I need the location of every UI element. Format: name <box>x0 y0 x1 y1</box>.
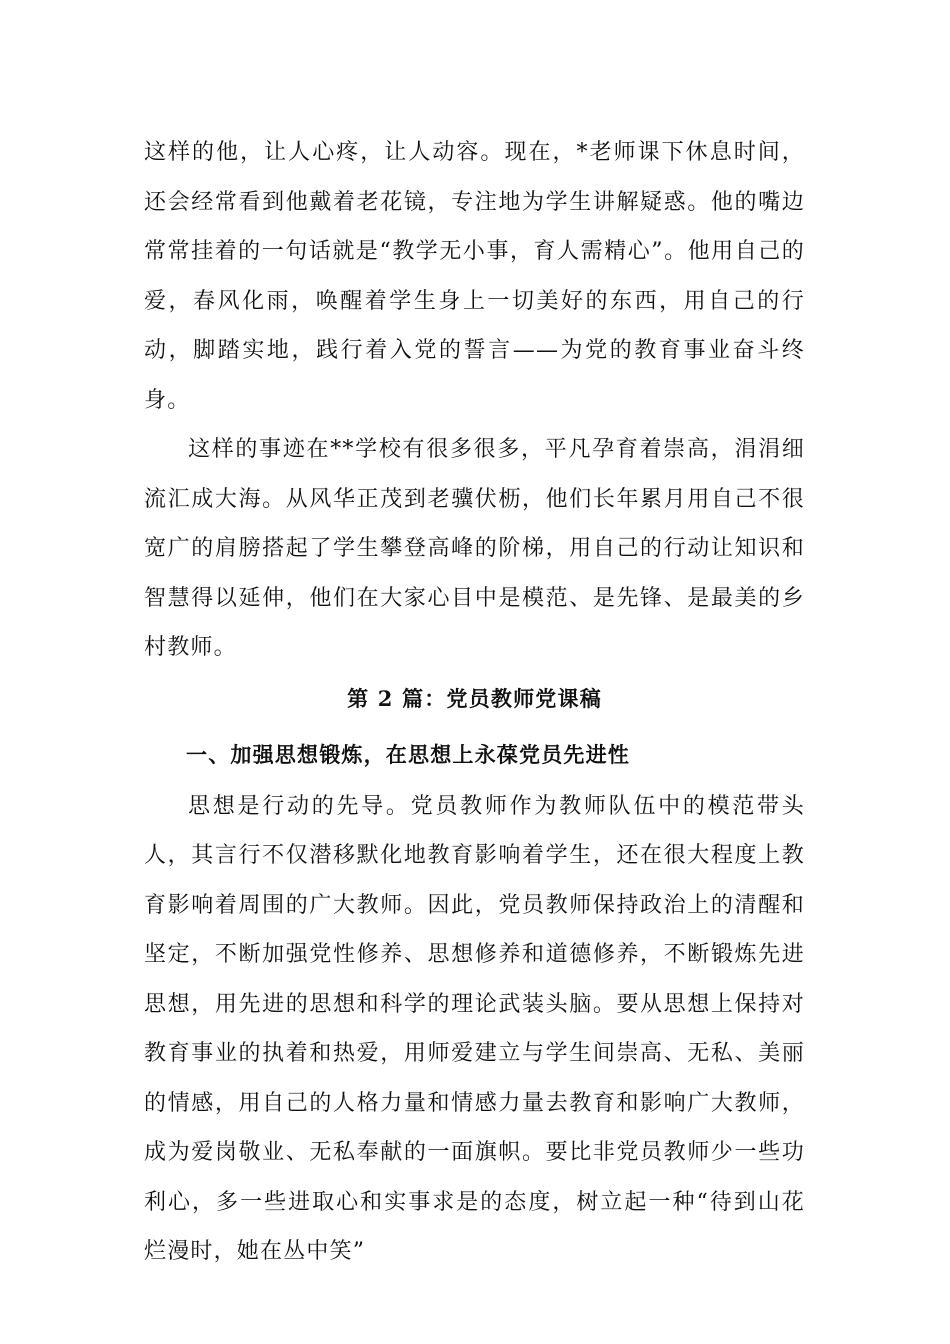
document-page <box>144 128 805 1277</box>
paragraph-school-deeds: 这样的事迹在**学校有很多很多，平凡孕育着崇高，涓涓细流汇成大海。从风华正茂到老骥伏枥，他们长年累月用自己不很宽广的肩膀搭起了学生攀登高峰的阶梯，用自己的行动让知识和智慧得以延伸，他们在大家心目中是模范、是先锋、是最美的乡村教师。 <box>144 437 805 660</box>
document-title: 第 2 篇：党员教师党课稿 <box>347 685 602 711</box>
paragraph-thought-training: 思想是行动的先导。党员教师作为教师队伍中的模范带头人，其言行不仅潜移默化地教育影响着学生，还在很大程度上教育影响着周围的广大教师。因此，党员教师保持政治上的清醒和坚定，不断加强党性修养、思想修养和道德修养，不断锻炼先进思想，用先进的思想和科学的理论武装头脑。要从思想上保持对教育事业的执着和热爱，用师爱建立与学生间崇高、无私、美丽的情感，用自己的人格力量和情感力量去教育和影响广大教师，成为爱岗敬业、无私奉献的一面旗帜。要比非党员教师少一些功利心，多一些进取心和实事求是的态度，树立起一种“待到山花烂漫时，她在丛中笑” <box>144 793 805 1264</box>
paragraph-teacher-story: 这样的他，让人心疼，让人动容。现在，*老师课下休息时间，还会经常看到他戴着老花镜，专注地为学生讲解疑惑。他的嘴边常常挂着的一句话就是“教学无小事，育人需精心”。他用自己的爱，春风化雨，唤醒着学生身上一切美好的东西，用自己的行动，脚踏实地，践行着入党的誓言——为党的教育事业奋斗终身。 <box>144 140 805 413</box>
section-heading: 一、加强思想锻炼，在思想上永葆党员先进性 <box>186 741 630 767</box>
